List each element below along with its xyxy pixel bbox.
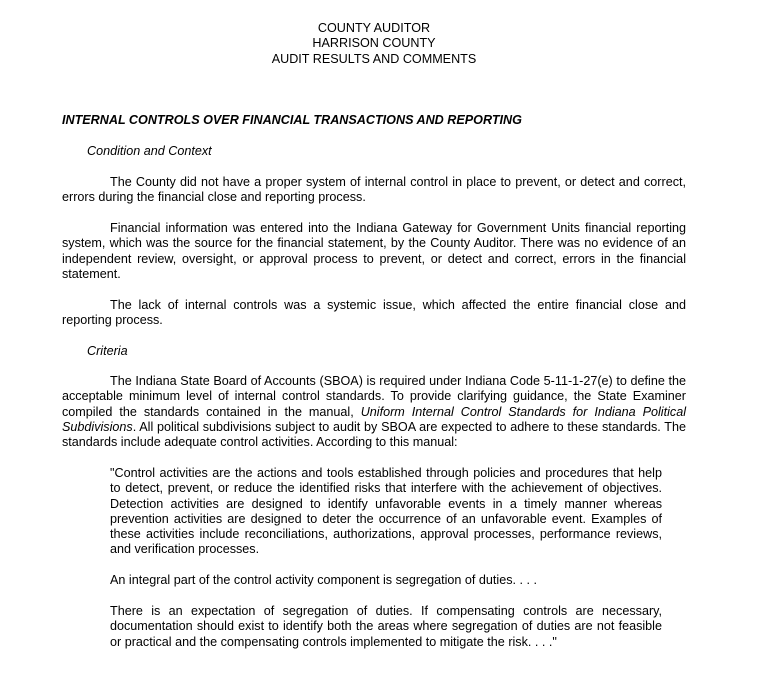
- document-header: [0, 21, 748, 67]
- condition-paragraph-3: The lack of internal controls was a systemic issue, which affected the entire financial close and reporting process.: [62, 298, 686, 328]
- criteria-text-part-1: The Indiana State Board of Accounts (SBOA) is required under Indiana Code 5-11-1-27(e) to define the acceptable minimum level of internal control standards. To provide clarifying guidance, the State Examiner compiled the standards contained in the manual,: [62, 374, 686, 419]
- header-line-2: HARRISON COUNTY: [312, 36, 436, 51]
- quote-paragraph-3: There is an expectation of segregation of duties. If compensating controls are necessary, documentation should exist to identify both the areas where segregation of duties are not feasible or practical and the compensating controls implemented to mitigate the risk. . . .": [110, 604, 662, 649]
- criteria-paragraph: [62, 374, 686, 450]
- criteria-text-part-2: . All political subdivisions subject to audit by SBOA are expected to adhere to these standards. The standards include adequate control activities. According to this manual:: [62, 419, 686, 450]
- quote-paragraph-1: "Control activities are the actions and tools established through policies and procedures that help to detect, prevent, or reduce the identified risks that interfere with the achievement of objectives. Detection activities are designed to identify unfavorable events in a timely manner whereas prevention activities are designed to deter the occurrence of an unfavorable event. Examples of these activities include reconciliations, authorizations, approval processes, performance reviews, and verification processes.: [110, 466, 662, 557]
- condition-heading: Condition and Context: [87, 144, 212, 158]
- header-line-3: AUDIT RESULTS AND COMMENTS: [271, 51, 477, 66]
- condition-paragraph-2: Financial information was entered into the Indiana Gateway for Government Units financial reporting system, which was the source for the financial statement, by the County Auditor. There was no evidence of an independent review, oversight, or approval process to prevent, or detect and correct, errors in the financial statement.: [62, 221, 686, 281]
- criteria-heading: Criteria: [87, 344, 128, 358]
- manual-title: Uniform Internal Control Standards for Indiana Political Subdivisions: [62, 404, 686, 434]
- section-title: INTERNAL CONTROLS OVER FINANCIAL TRANSACTIONS AND REPORTING: [62, 113, 522, 127]
- quote-paragraph-2: An integral part of the control activity component is segregation of duties. . . .: [110, 573, 538, 587]
- header-line-1: COUNTY AUDITOR: [317, 21, 431, 35]
- condition-paragraph-1: The County did not have a proper system of internal control in place to prevent, or detect and correct, errors during the financial close and reporting process.: [62, 175, 686, 205]
